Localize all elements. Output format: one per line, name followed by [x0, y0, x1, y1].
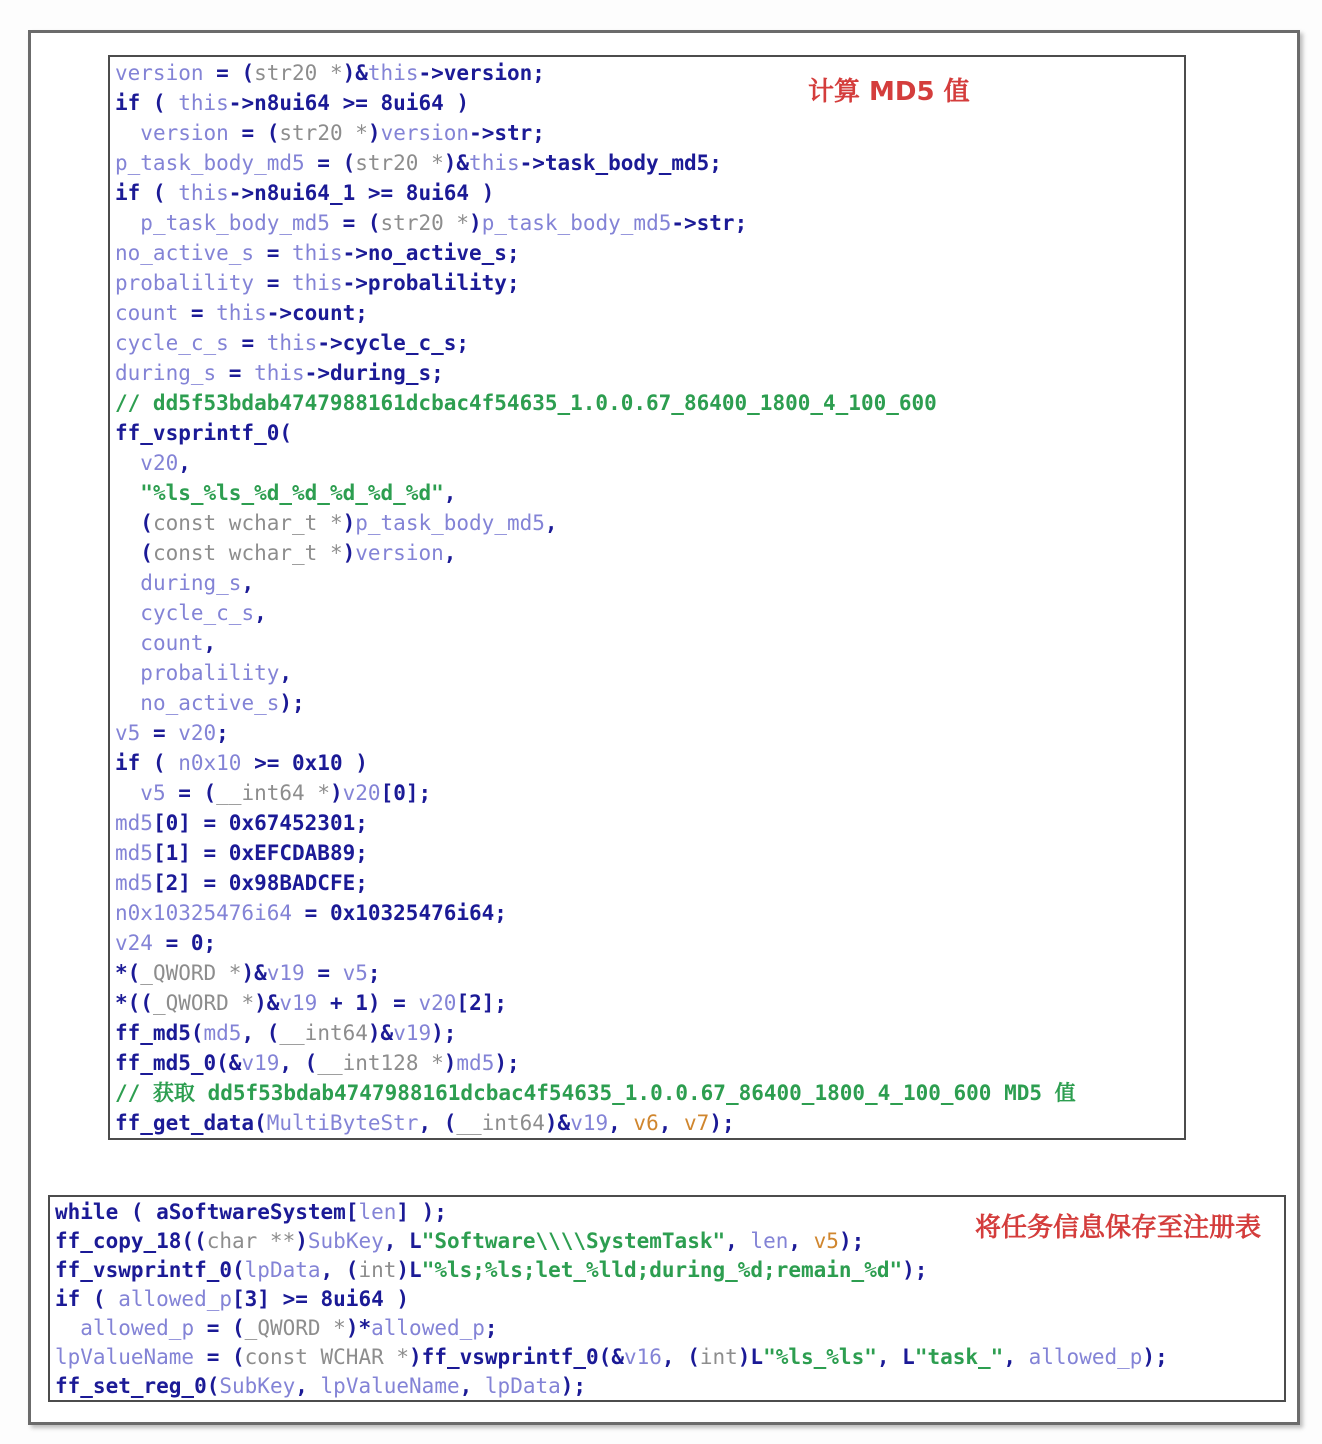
- code-token: [2] = 0x98BADCFE;: [152, 871, 368, 895]
- code-token: ;: [367, 961, 381, 985]
- code-line: [115, 478, 1184, 508]
- code-token: [115, 121, 140, 145]
- code-token: [2];: [456, 991, 507, 1015]
- code-token: [115, 691, 140, 715]
- code-token: = (: [165, 781, 217, 805]
- code-token: probalility: [115, 271, 255, 295]
- code-token: version: [140, 121, 229, 145]
- code-token: ,: [295, 1374, 321, 1398]
- code-token: =: [254, 271, 293, 295]
- code-line: [115, 508, 1184, 538]
- code-token: ff_md5_0(&: [115, 1051, 242, 1075]
- code-token: allowed_p: [1028, 1345, 1143, 1369]
- code-token: v20: [418, 991, 457, 1015]
- code-token: ->version;: [418, 61, 545, 85]
- code-token: ): [367, 121, 381, 145]
- code-line: [115, 88, 1184, 118]
- code-token: lpValueName: [320, 1374, 460, 1398]
- code-token: = (: [203, 61, 255, 85]
- code-token: ): [295, 1229, 308, 1253]
- code-token: md5: [115, 841, 153, 865]
- code-token: =: [228, 331, 267, 355]
- code-token: , (: [418, 1111, 457, 1135]
- code-token: if (: [115, 751, 179, 775]
- code-token: allowed_p: [80, 1316, 195, 1340]
- code-token: ->task_body_md5;: [519, 151, 722, 175]
- code-token: n0x10: [178, 751, 242, 775]
- code-token: lpData: [244, 1258, 321, 1282]
- code-token: __int64: [456, 1111, 545, 1135]
- code-token: ->count;: [266, 301, 368, 325]
- code-line: [115, 418, 1184, 448]
- code-token: "task_": [914, 1345, 1004, 1369]
- code-token: =: [140, 721, 179, 745]
- code-token: ): [443, 1051, 457, 1075]
- code-token: [115, 781, 140, 805]
- code-token: count: [140, 631, 204, 655]
- code-token: = 0x10325476i64;: [292, 901, 507, 925]
- code-line: [115, 898, 1184, 928]
- code-token: if (: [115, 91, 179, 115]
- md5-block: [108, 55, 1186, 1140]
- code-token: // 获取 dd5f53bdab4747988161dcbac4f54635_1.0.0.67_86400_1800_4_100_600 MD5 值: [115, 1081, 1076, 1105]
- code-token: char **: [206, 1229, 296, 1253]
- code-token: const wchar_t *: [152, 511, 343, 535]
- code-token: version: [355, 541, 444, 565]
- code-token: [115, 601, 140, 625]
- code-token: , L: [383, 1229, 422, 1253]
- code-token: )&: [544, 1111, 571, 1135]
- code-token: allowed_p: [118, 1287, 233, 1311]
- code-token: [115, 571, 140, 595]
- code-token: SubKey: [307, 1229, 384, 1253]
- code-token: (: [115, 541, 153, 565]
- code-token: ff_vsprintf_0(: [115, 421, 293, 445]
- code-token: )&: [241, 961, 267, 985]
- code-line: [115, 298, 1184, 328]
- code-line: [115, 958, 1184, 988]
- code-token: );: [709, 1111, 735, 1135]
- code-token: v19: [279, 991, 318, 1015]
- code-line: [115, 1078, 1184, 1108]
- code-token: during_s: [140, 571, 242, 595]
- code-token: )L: [737, 1345, 764, 1369]
- code-token: v5: [115, 721, 141, 745]
- code-token: [115, 481, 140, 505]
- code-token: v20: [342, 781, 381, 805]
- code-token: p_task_body_md5: [355, 511, 545, 535]
- code-token: v19: [393, 1021, 432, 1045]
- code-token: ,: [788, 1229, 814, 1253]
- code-token: [1] = 0xEFCDAB89;: [152, 841, 368, 865]
- code-token: v5: [813, 1229, 839, 1253]
- code-line: [55, 1256, 1284, 1285]
- code-token: ff_copy_18((: [55, 1229, 207, 1253]
- code-token: ,: [443, 481, 457, 505]
- code-token: ): [342, 541, 356, 565]
- code-token: ,: [443, 541, 457, 565]
- code-token: ): [469, 211, 482, 235]
- code-line: [115, 568, 1184, 598]
- code-token: allowed_p: [371, 1316, 485, 1340]
- code-token: v16: [623, 1345, 662, 1369]
- code-token: MultiByteStr: [266, 1111, 419, 1135]
- code-token: str20 *: [355, 151, 444, 175]
- code-token: ,: [1003, 1345, 1029, 1369]
- code-line: [55, 1343, 1284, 1372]
- code-line: [115, 808, 1184, 838]
- code-token: SubKey: [219, 1374, 296, 1398]
- code-token: count: [115, 301, 179, 325]
- code-token: ff_md5(: [115, 1021, 204, 1045]
- code-token: "%ls_%ls_%d_%d_%d_%d_%d": [140, 481, 444, 505]
- annotation-registry-label: 将任务信息保存至注册表: [975, 1213, 1262, 1243]
- code-token: int: [699, 1345, 738, 1369]
- code-token: no_active_s: [140, 691, 280, 715]
- code-token: );: [838, 1229, 865, 1253]
- code-token: );: [494, 1051, 520, 1075]
- code-token: no_active_s: [115, 241, 255, 265]
- code-token: version: [115, 61, 204, 85]
- code-token: md5: [203, 1021, 242, 1045]
- code-token: cycle_c_s: [140, 601, 255, 625]
- code-token: this: [254, 361, 305, 385]
- code-token: ->probalility;: [342, 271, 520, 295]
- code-token: this: [266, 331, 318, 355]
- code-token: str20 *: [279, 121, 368, 145]
- code-token: =: [254, 241, 293, 265]
- code-line: [115, 118, 1184, 148]
- code-line: [115, 658, 1184, 688]
- code-token: ;: [484, 1316, 498, 1340]
- code-token: v5: [342, 961, 368, 985]
- code-token: const WCHAR *: [244, 1345, 410, 1369]
- code-token: ->str;: [469, 121, 545, 145]
- code-token: )*: [345, 1316, 372, 1340]
- code-token: )&: [443, 151, 470, 175]
- code-token: v19: [266, 961, 305, 985]
- code-token: *((: [115, 991, 153, 1015]
- code-line: [115, 688, 1184, 718]
- code-token: =: [178, 301, 217, 325]
- code-token: = 0;: [152, 931, 217, 955]
- code-token: v19: [570, 1111, 609, 1135]
- code-token: (: [115, 511, 153, 535]
- code-token: v7: [684, 1111, 710, 1135]
- code-line: [115, 1048, 1184, 1078]
- code-token: _QWORD *: [244, 1316, 346, 1340]
- code-line: [115, 58, 1184, 88]
- code-token: v19: [241, 1051, 280, 1075]
- code-token: ,: [608, 1111, 634, 1135]
- code-token: probalility: [140, 661, 280, 685]
- code-token: this: [178, 181, 229, 205]
- code-token: [115, 211, 140, 235]
- code-token: this: [367, 61, 419, 85]
- code-token: ,: [203, 631, 217, 655]
- code-token: ] );: [396, 1200, 447, 1224]
- code-token: , (: [241, 1021, 280, 1045]
- code-token: const wchar_t *: [152, 541, 343, 565]
- code-token: ->cycle_c_s;: [317, 331, 470, 355]
- code-token: =: [304, 961, 343, 985]
- code-line: [115, 928, 1184, 958]
- code-token: [55, 1316, 80, 1340]
- code-token: _QWORD *: [152, 991, 255, 1015]
- code-token: ->n8ui64_1 >= 8ui64 ): [228, 181, 495, 205]
- code-line: [115, 1018, 1184, 1048]
- code-token: ->n8ui64 >= 8ui64 ): [228, 91, 470, 115]
- code-token: ,: [459, 1374, 485, 1398]
- code-line: [115, 718, 1184, 748]
- code-token: "Software\\\\SystemTask": [421, 1229, 726, 1253]
- code-token: );: [279, 691, 305, 715]
- code-token: version: [380, 121, 470, 145]
- registry-block: [48, 1195, 1286, 1402]
- code-token: ): [329, 781, 343, 805]
- code-token: , L: [876, 1345, 915, 1369]
- code-line: [115, 628, 1184, 658]
- code-token: len: [750, 1229, 789, 1253]
- code-token: len: [358, 1200, 397, 1224]
- code-line: [115, 748, 1184, 778]
- code-token: );: [431, 1021, 457, 1045]
- code-token: "%ls;%ls;let_%lld;during_%d;remain_%d": [421, 1258, 903, 1282]
- code-token: , (: [279, 1051, 318, 1075]
- code-token: p_task_body_md5: [481, 211, 672, 235]
- code-token: ): [342, 511, 356, 535]
- code-token: );: [560, 1374, 587, 1398]
- code-token: = (: [304, 151, 356, 175]
- code-line: [115, 538, 1184, 568]
- code-token: lpValueName: [55, 1345, 195, 1369]
- code-token: )ff_vswprintf_0(&: [409, 1345, 624, 1369]
- code-token: n0x10325476i64: [115, 901, 293, 925]
- code-token: v6: [633, 1111, 659, 1135]
- code-token: [115, 451, 140, 475]
- code-token: ,: [544, 511, 558, 535]
- code-token: v20: [140, 451, 179, 475]
- code-token: "%ls_%ls": [763, 1345, 877, 1369]
- code-token: )&: [254, 991, 280, 1015]
- code-token: [0];: [380, 781, 432, 805]
- code-line: [115, 598, 1184, 628]
- code-token: *(: [115, 961, 141, 985]
- code-line: [115, 868, 1184, 898]
- code-token: v5: [140, 781, 166, 805]
- code-token: ff_set_reg_0(: [55, 1374, 220, 1398]
- code-line: [115, 358, 1184, 388]
- code-token: cycle_c_s: [115, 331, 229, 355]
- code-token: , (: [661, 1345, 700, 1369]
- code-line: [115, 178, 1184, 208]
- code-token: [115, 631, 140, 655]
- md5-block-code: [110, 57, 1184, 1138]
- code-token: md5: [115, 811, 153, 835]
- code-token: ,: [279, 661, 293, 685]
- annotation-md5-label: 计算 MD5 值: [808, 77, 970, 107]
- code-line: [55, 1372, 1284, 1401]
- code-token: v24: [115, 931, 153, 955]
- code-token: _QWORD *: [140, 961, 242, 985]
- code-line: [115, 388, 1184, 418]
- code-line: [115, 238, 1184, 268]
- code-token: = (: [329, 211, 381, 235]
- code-token: ff_get_data(: [115, 1111, 267, 1135]
- code-token: ->no_active_s;: [342, 241, 520, 265]
- code-token: = (: [194, 1316, 245, 1340]
- code-token: this: [216, 301, 267, 325]
- code-token: [3] >= 8ui64 ): [232, 1287, 410, 1311]
- code-token: [115, 661, 140, 685]
- code-token: v20: [178, 721, 217, 745]
- code-token: // dd5f53bdab4747988161dcbac4f54635_1.0.0.67_86400_1800_4_100_600: [115, 391, 937, 415]
- code-token: )&: [342, 61, 368, 85]
- code-token: = (: [228, 121, 280, 145]
- code-token: ,: [241, 571, 255, 595]
- code-token: );: [902, 1258, 928, 1282]
- code-token: p_task_body_md5: [140, 211, 330, 235]
- code-token: )&: [367, 1021, 394, 1045]
- code-token: str20 *: [380, 211, 470, 235]
- code-token: this: [292, 241, 343, 265]
- code-line: [115, 328, 1184, 358]
- code-token: );: [1142, 1345, 1168, 1369]
- code-line: [115, 778, 1184, 808]
- code-token: p_task_body_md5: [115, 151, 305, 175]
- code-token: lpData: [484, 1374, 561, 1398]
- code-token: ;: [216, 721, 229, 745]
- code-token: during_s: [115, 361, 217, 385]
- code-line: [55, 1314, 1284, 1343]
- code-token: =: [216, 361, 255, 385]
- code-token: md5: [456, 1051, 495, 1075]
- code-token: ,: [725, 1229, 751, 1253]
- code-token: if (: [115, 181, 179, 205]
- code-line: [115, 148, 1184, 178]
- code-token: ,: [658, 1111, 685, 1135]
- code-token: ff_vswprintf_0(: [55, 1258, 245, 1282]
- code-token: ,: [178, 451, 191, 475]
- code-line: [55, 1285, 1284, 1314]
- code-token: >= 0x10 ): [241, 751, 368, 775]
- code-token: while ( aSoftwareSystem[: [55, 1200, 359, 1224]
- code-token: this: [178, 91, 229, 115]
- code-token: ->during_s;: [304, 361, 444, 385]
- code-token: ,: [254, 601, 267, 625]
- code-line: [115, 1108, 1184, 1138]
- code-token: [0] = 0x67452301;: [152, 811, 368, 835]
- code-line: [115, 838, 1184, 868]
- code-token: str20 *: [254, 61, 343, 85]
- code-token: this: [292, 271, 343, 295]
- code-token: __int128 *: [317, 1051, 444, 1075]
- code-token: this: [469, 151, 520, 175]
- code-line: [115, 988, 1184, 1018]
- code-token: = (: [194, 1345, 245, 1369]
- code-token: if (: [55, 1287, 119, 1311]
- code-token: md5: [115, 871, 153, 895]
- code-line: [115, 268, 1184, 298]
- code-token: ->str;: [671, 211, 748, 235]
- code-token: __int64: [279, 1021, 368, 1045]
- outer-frame: [28, 30, 1300, 1425]
- code-token: )L: [396, 1258, 422, 1282]
- code-token: __int64 *: [216, 781, 330, 805]
- code-token: int: [358, 1258, 397, 1282]
- code-line: [115, 208, 1184, 238]
- code-line: [115, 448, 1184, 478]
- code-token: , (: [320, 1258, 359, 1282]
- code-token: + 1) =: [317, 991, 419, 1015]
